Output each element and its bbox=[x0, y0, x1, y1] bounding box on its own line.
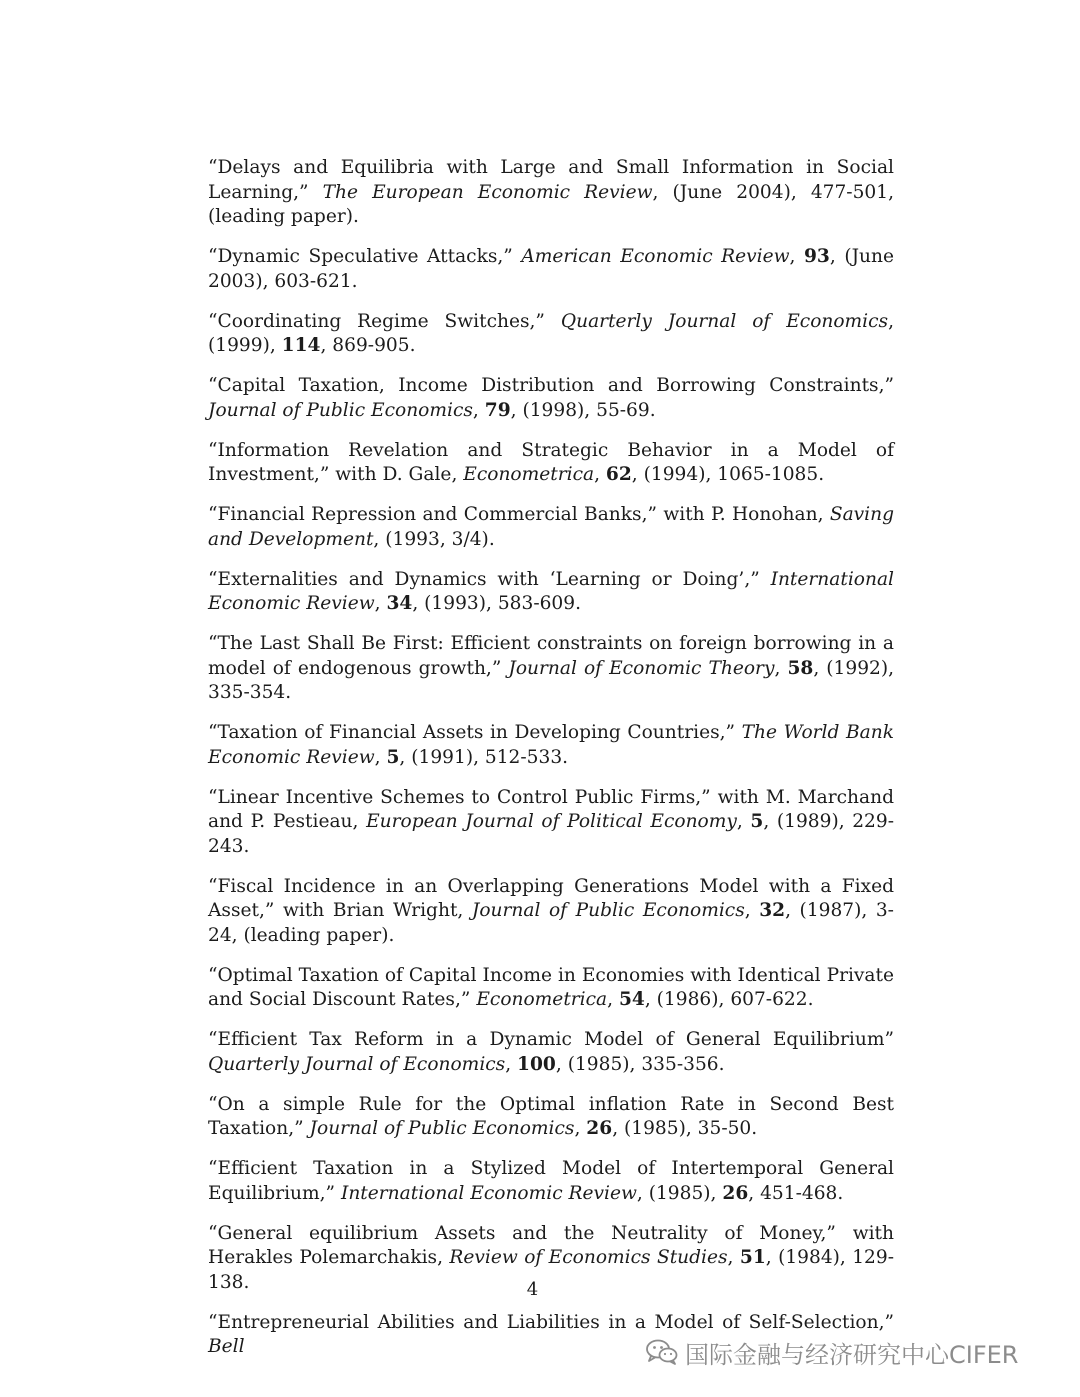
ref-journal: Journal of Public Economics bbox=[471, 900, 745, 921]
reference-item: “Optimal Taxation of Capital Income in Economies with Identical Private and Social Discount Rates,” Econometrica, 54, (1986), 607-622. bbox=[208, 964, 894, 1010]
ref-journal: International Economic Review bbox=[208, 568, 894, 614]
reference-list bbox=[208, 156, 894, 1375]
reference-item: “Dynamic Speculative Attacks,” American Economic Review, 93, (June 2003), 603-621. bbox=[208, 246, 894, 292]
ref-coauthors: with Brian Wright, bbox=[282, 900, 464, 921]
ref-title: “Entrepreneurial Abilities and Liabilities in a Model of Self-Selection,” bbox=[208, 1311, 894, 1333]
ref-rest: , (1987), 3-24, (leading paper). bbox=[208, 900, 894, 946]
ref-title: “Delays and Equilibria with Large and Small Information in Social Learning,” bbox=[208, 157, 894, 203]
reference-item bbox=[208, 156, 894, 230]
ref-volume: 5 bbox=[386, 746, 400, 768]
ref-journal: Journal of Public Economics bbox=[208, 399, 473, 421]
ref-title: “Dynamic Speculative Attacks,” bbox=[208, 246, 513, 267]
reference-item: “Externalities and Dynamics with ‘Learning or Doing’,” International Economic Review, 34, (1993), 583-609. bbox=[208, 568, 894, 614]
ref-volume: 54 bbox=[618, 989, 645, 1010]
ref-journal: Econometrica bbox=[476, 989, 608, 1010]
ref-title: “On a simple Rule for the Optimal inflation Rate in Second Best Taxation,” bbox=[208, 1093, 894, 1139]
reference-item: “Efficient Tax Reform in a Dynamic Model of General Equilibrium” Quarterly Journal of Economics, 100, (1985), 335-356. bbox=[208, 1029, 894, 1075]
ref-coauthors: with Herakles Polemarchakis, bbox=[208, 1222, 894, 1268]
ref-rest: , (1993, 3/4). bbox=[373, 528, 495, 550]
ref-rest: , (June 2004), 477-501, (leading paper). bbox=[208, 181, 894, 227]
watermark bbox=[645, 1334, 1018, 1370]
ref-title: “Taxation of Financial Assets in Developing Countries,” bbox=[208, 722, 736, 743]
ref-journal: Bell bbox=[208, 1336, 245, 1357]
ref-journal: Quarterly Journal of Economics bbox=[208, 1053, 506, 1075]
ref-volume: 5 bbox=[750, 811, 764, 832]
reference-item: “Taxation of Financial Assets in Developing Countries,” The World Bank Economic Review, 5, (1991), 512-533. bbox=[208, 722, 894, 768]
reference-item: “On a simple Rule for the Optimal inflation Rate in Second Best Taxation,” Journal of Public Economics, 26, (1985), 35-50. bbox=[208, 1093, 894, 1139]
ref-volume: 51 bbox=[739, 1247, 766, 1268]
ref-rest: , (1985), 35-50. bbox=[612, 1118, 758, 1139]
reference-item: “Capital Taxation, Income Distribution and Borrowing Constraints,” Journal of Public Economics, 79, (1998), 55-69. bbox=[208, 375, 894, 421]
ref-journal: European Journal of Political Economy bbox=[366, 811, 737, 832]
wechat-icon bbox=[645, 1338, 679, 1366]
ref-volume: 62 bbox=[605, 464, 632, 485]
ref-rest: , (1989), 229-243. bbox=[208, 811, 894, 857]
ref-title: “Coordinating Regime Switches,” bbox=[208, 310, 545, 332]
ref-coauthors: with P. Honohan, bbox=[663, 504, 824, 525]
ref-title: “Capital Taxation, Income Distribution and Borrowing Constraints,” bbox=[208, 375, 894, 396]
reference-item: “Coordinating Regime Switches,” Quarterly Journal of Economics, (1999), 114, 869-905. bbox=[208, 310, 895, 356]
ref-rest: , (1984), 129-138. bbox=[208, 1247, 894, 1293]
page-number: 4 bbox=[526, 1279, 539, 1300]
ref-volume: 114 bbox=[281, 335, 321, 356]
reference-item: “General equilibrium Assets and the Neutrality of Money,” with Herakles Polemarchakis, Review of Economics Studies, 51, (1984), 129-138. bbox=[208, 1222, 894, 1293]
reference-item: “The Last Shall Be First: Efficient constraints on foreign borrowing in a model of endogenous growth,” Journal of Economic Theory, 58, (1992), 335-354. bbox=[208, 633, 895, 703]
ref-journal: International Economic Review bbox=[340, 1182, 637, 1204]
ref-rest: , (1998), 55-69. bbox=[510, 399, 656, 421]
ref-volume: 34 bbox=[386, 593, 413, 614]
ref-title: “Linear Incentive Schemes to Control Public Firms,” bbox=[208, 786, 711, 808]
ref-volume: 93 bbox=[803, 246, 830, 267]
ref-rest: , (1986), 607-622. bbox=[644, 989, 814, 1010]
ref-journal: Review of Economics Studies bbox=[449, 1247, 728, 1268]
ref-volume: 58 bbox=[787, 657, 814, 679]
ref-journal: American Economic Review bbox=[521, 246, 790, 267]
reference-item: “Information Revelation and Strategic Behavior in a Model of Investment,” with D. Gale, Econometrica, 62, (1994), 1065-1085. bbox=[208, 439, 894, 485]
ref-volume: 26 bbox=[722, 1182, 749, 1204]
watermark-text: 国际金融与经济研究中心CIFER bbox=[685, 1340, 1019, 1369]
ref-journal: Quarterly Journal of Economics bbox=[560, 310, 889, 332]
reference-item: “Efficient Taxation in a Stylized Model of Intertemporal General Equilibrium,” International Economic Review, (1985), 26, 451-468. bbox=[208, 1158, 894, 1204]
ref-title: “Financial Repression and Commercial Banks,” bbox=[208, 504, 657, 525]
ref-volume: 79 bbox=[484, 399, 511, 421]
reference-item: “Fiscal Incidence in an Overlapping Generations Model with a Fixed Asset,” with Brian Wright, Journal of Public Economics, 32, (1987), 3-24, (leading paper). bbox=[208, 875, 894, 946]
ref-rest: , 869-905. bbox=[320, 335, 416, 356]
ref-rest: , (1991), 512-533. bbox=[399, 746, 569, 768]
ref-rest: , (1994), 1065-1085. bbox=[631, 464, 825, 485]
ref-volume: 26 bbox=[586, 1118, 613, 1139]
ref-journal: Journal of Economic Theory bbox=[508, 657, 775, 679]
ref-title: “Optimal Taxation of Capital Income in Economies with Identical Private and Social Discount Rates,” bbox=[208, 964, 894, 1010]
ref-coauthors: with M. Marchand and P. Pestieau, bbox=[208, 786, 894, 832]
ref-rest: , (1985), 335-356. bbox=[555, 1053, 725, 1075]
ref-title: “General equilibrium Assets and the Neutrality of Money,” bbox=[208, 1222, 836, 1244]
ref-volume: 100 bbox=[517, 1053, 556, 1075]
ref-journal: The World Bank Economic Review bbox=[208, 722, 894, 768]
ref-title: “Efficient Tax Reform in a Dynamic Model of General Equilibrium” bbox=[208, 1029, 894, 1050]
ref-rest: , (1993), 583-609. bbox=[412, 593, 582, 614]
ref-volume: 32 bbox=[759, 900, 786, 921]
ref-title: “The Last Shall Be First: Efficient constraints on foreign borrowing in a model of endogenous growth,” bbox=[208, 633, 894, 679]
ref-rest: , (1992), 335-354. bbox=[208, 657, 895, 703]
ref-title: “Fiscal Incidence in an Overlapping Generations Model with a Fixed Asset,” bbox=[208, 875, 894, 921]
ref-rest: , (June 2003), 603-621. bbox=[208, 246, 894, 292]
ref-journal: Saving and Development bbox=[208, 504, 894, 550]
ref-coauthors: with D. Gale, bbox=[335, 464, 458, 485]
ref-journal: Journal of Public Economics bbox=[309, 1118, 575, 1139]
ref-title: “Efficient Taxation in a Stylized Model of Intertemporal General Equilibrium,” bbox=[208, 1158, 894, 1204]
ref-title: “Externalities and Dynamics with ‘Learning or Doing’,” bbox=[208, 568, 760, 590]
ref-journal: Econometrica bbox=[463, 464, 595, 485]
reference-item: “Linear Incentive Schemes to Control Public Firms,” with M. Marchand and P. Pestieau, European Journal of Political Economy, 5, (1989), 229-243. bbox=[208, 786, 894, 857]
reference-item bbox=[208, 503, 894, 552]
ref-title: “Information Revelation and Strategic Behavior in a Model of Investment,” bbox=[208, 439, 894, 485]
ref-journal: The European Economic Review bbox=[322, 181, 653, 203]
ref-rest: , 451-468. bbox=[748, 1182, 844, 1204]
